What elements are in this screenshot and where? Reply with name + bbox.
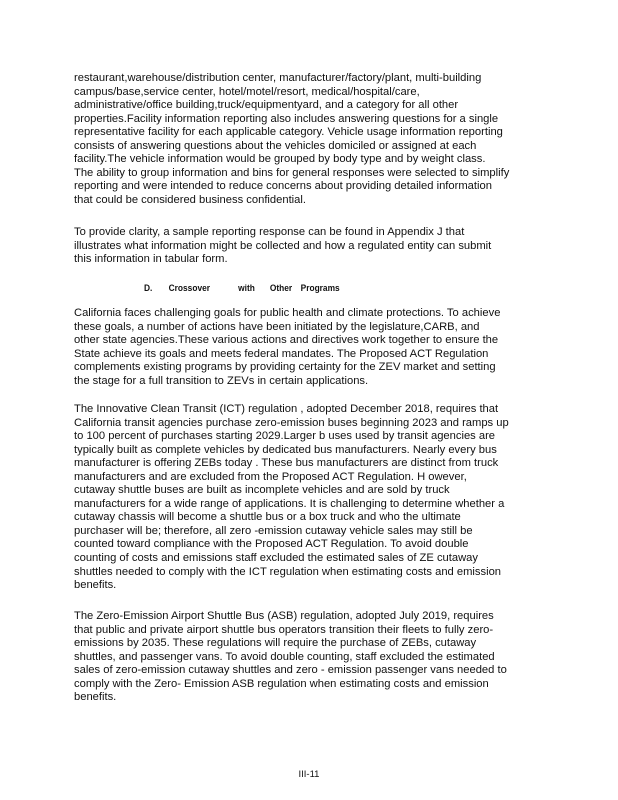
text-line: typically built as complete vehicles by dedicated bus manufacturers. Nearly every bus	[74, 443, 497, 456]
paragraph-california-goals	[74, 307, 554, 388]
heading-word: with	[238, 283, 255, 294]
text-line: State achieve its goals and meets federal mandates. The Proposed ACT Regulation	[74, 347, 489, 360]
section-heading	[144, 283, 340, 294]
text-line: counting of costs and emissions staff excluded the estimated sales of ZE cutaway	[74, 552, 479, 565]
text-line: The Zero-Emission Airport Shuttle Bus (ASB) regulation, adopted July 2019, requires	[74, 610, 494, 622]
text-line: emissions by 2035. These regulations will require the purchase of ZEBs, cutaway	[74, 637, 477, 650]
text-line: manufacturer is offering ZEBs today . These bus manufacturers are distinct from truck	[74, 457, 499, 470]
text-line: to 100 percent of purchases starting 2029.Larger b uses used by transit agencies are	[74, 430, 496, 443]
text-line: California transit agencies purchase zero-emission buses beginning 2023 and ramps up	[74, 416, 509, 429]
text-line: To provide clarity, a sample reporting response can be found in Appendix J that	[74, 226, 465, 238]
text-line: California faces challenging goals for public health and climate protections. To achieve	[74, 307, 501, 319]
text-line: counted toward compliance with the Proposed ACT Regulation. To avoid double	[74, 538, 469, 551]
heading-word: Programs	[300, 283, 340, 294]
paragraph-ict-regulation	[74, 403, 554, 593]
text-line: properties.Facility information reporting also includes answering questions for a single	[74, 112, 499, 125]
text-line: other state agencies.These various actions and directives work together to ensure the	[74, 334, 499, 347]
text-line: that public and private airport shuttle bus operators transition their fleets to fully zero-	[74, 623, 494, 636]
text-line: The ability to group information and bins for general responses were selected to simplify	[74, 166, 510, 179]
text-line: manufacturers and are excluded from the Proposed ACT Regulation. H owever,	[74, 470, 467, 483]
text-line: purchaser will be; therefore, all zero -emission cutaway vehicle sales may still be	[74, 524, 473, 537]
paragraph-asb-regulation	[74, 610, 554, 705]
text-line: administrative/office building,truck/equipmentyard, and a category for all other	[74, 99, 459, 112]
text-line: illustrates what information might be collected and how a regulated entity can submit	[74, 239, 492, 252]
text-line: shuttles, and passenger vans. To avoid double counting, staff excluded the estimated	[74, 650, 495, 663]
paragraph-sample-response	[74, 226, 554, 267]
text-line: The Innovative Clean Transit (ICT) regulation , adopted December 2018, requires that	[74, 403, 499, 415]
text-line: comply with the Zero- Emission ASB regulation when estimating costs and emission	[74, 677, 489, 690]
text-line: reporting and were intended to reduce concerns about providing detailed information	[74, 180, 492, 193]
section-letter: D.	[144, 283, 153, 294]
text-line: representative facility for each applicable category. Vehicle usage information reporting	[74, 126, 503, 139]
text-line: benefits.	[74, 691, 117, 704]
text-line: consists of answering questions about the vehicles domiciled or assigned at each	[74, 139, 477, 152]
text-line: benefits.	[74, 579, 117, 592]
text-line: this information in tabular form.	[74, 253, 228, 266]
page-number: III-11	[298, 769, 320, 780]
text-line: facility.The vehicle information would be grouped by body type and by weight class.	[74, 153, 486, 166]
heading-word: Crossover	[168, 283, 210, 294]
text-line: campus/base,service center, hotel/motel/resort, medical/hospital/care,	[74, 85, 420, 98]
text-line: cutaway shuttle buses are built as incomplete vehicles and are sold by truck	[74, 484, 450, 497]
text-line: cutaway chassis will become a shuttle bus or a box truck and who the ultimate	[74, 511, 461, 524]
text-line: these goals, a number of actions have been initiated by the legislature,CARB, and	[74, 320, 480, 333]
text-line: sales of zero-emission cutaway shuttles and zero - emission passenger vans needed to	[74, 664, 507, 677]
text-line: shuttles needed to comply with the ICT regulation when estimating costs and emission	[74, 565, 502, 578]
text-line: manufacturers for a wide range of applications. It is challenging to determine whether a	[74, 497, 505, 510]
text-line: the stage for a full transition to ZEVs in certain applications.	[74, 374, 369, 387]
text-line: complements existing programs by providing certainty for the ZEV market and setting	[74, 361, 496, 374]
paragraph-facility-reporting	[74, 72, 554, 207]
heading-word: Other	[269, 283, 293, 294]
text-line: restaurant,warehouse/distribution center, manufacturer/factory/plant, multi-building	[74, 72, 482, 84]
text-line: that could be considered business confidential.	[74, 193, 306, 206]
